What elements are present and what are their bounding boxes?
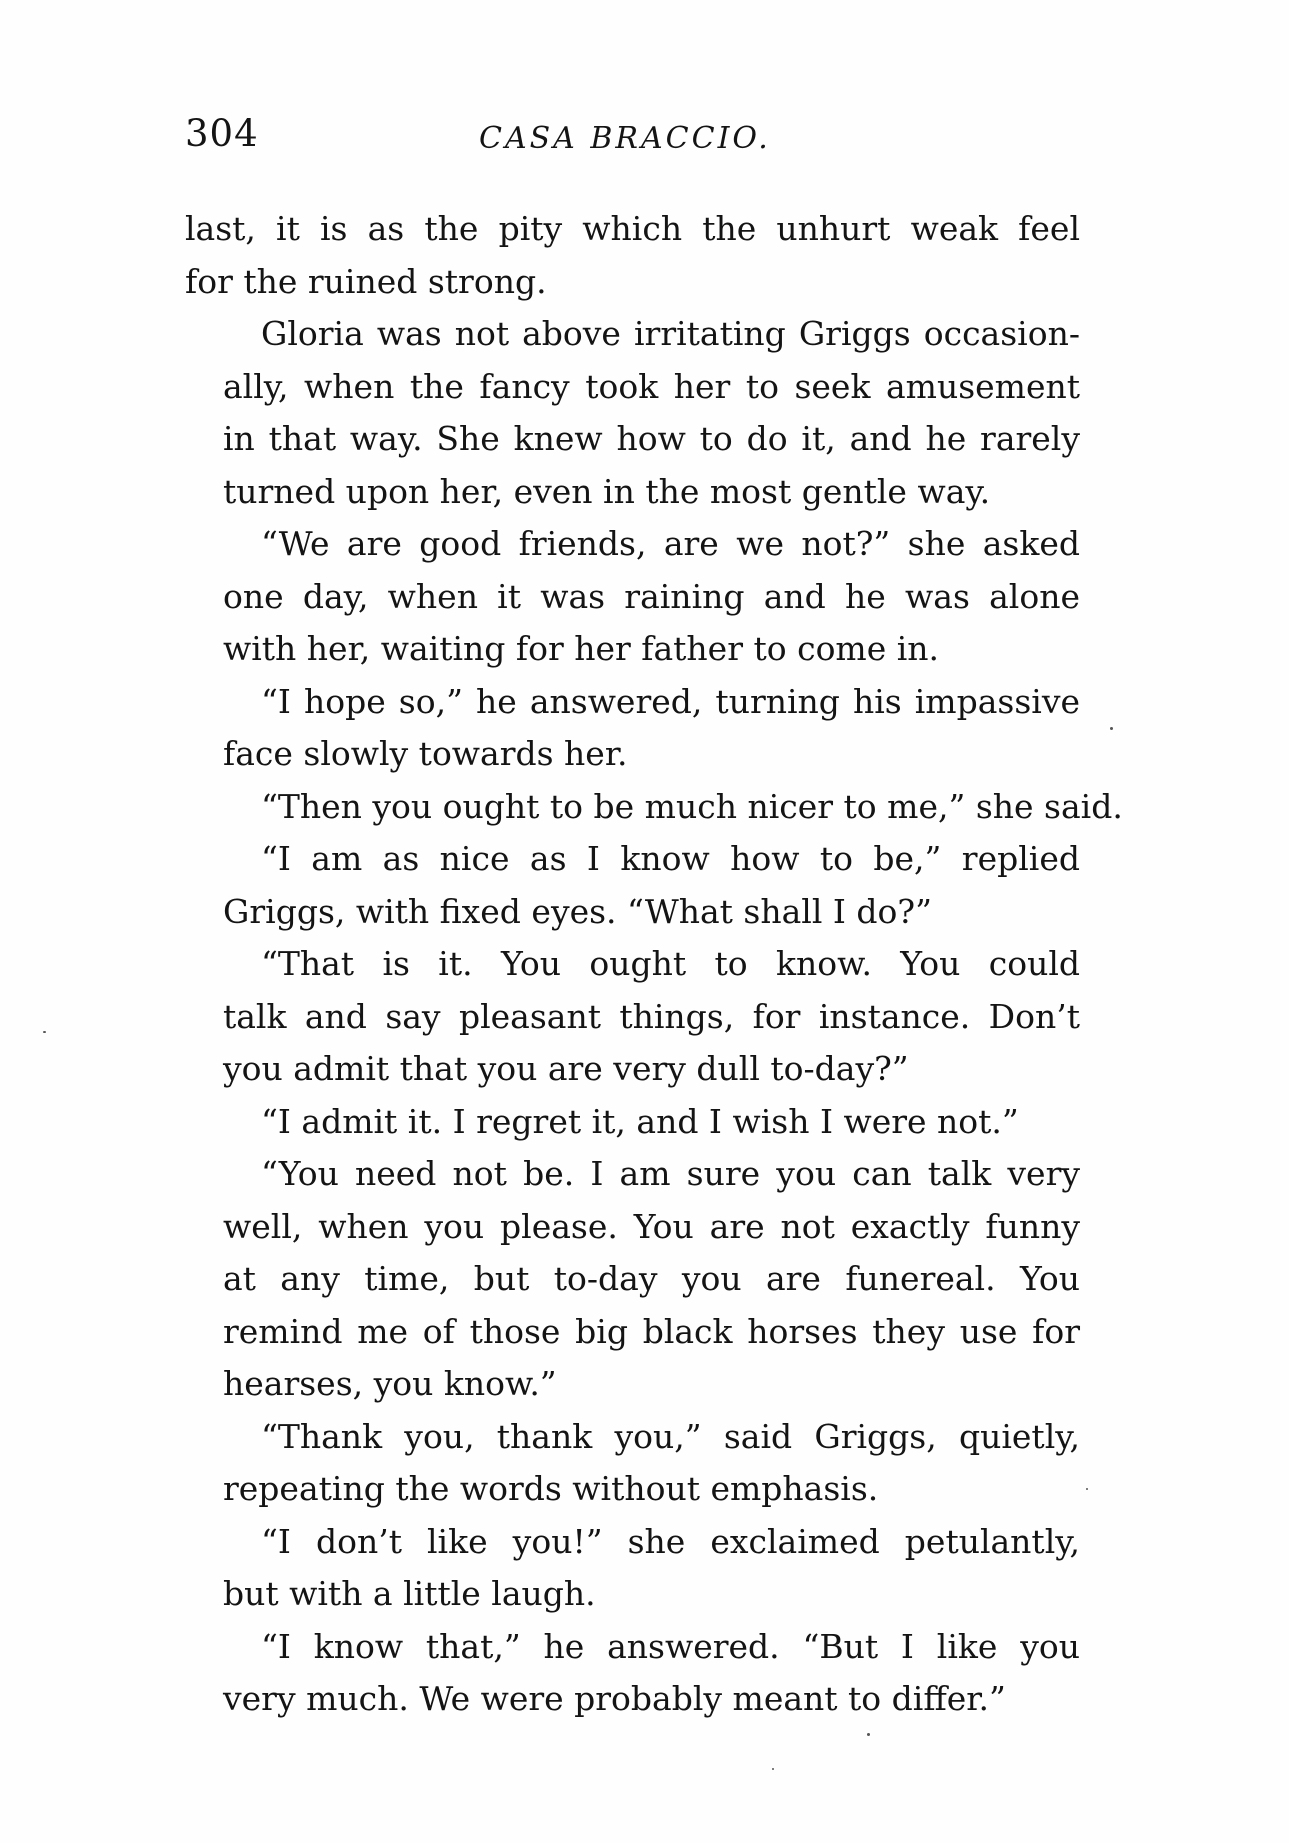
paragraph	[185, 1411, 1080, 1516]
text-line: but with a little laugh.	[223, 1574, 596, 1613]
text-line: “I don’t like you!” she exclaimed petulantly,	[261, 1521, 1080, 1561]
text-line: “Thank you, thank you,” said Griggs, quietly,	[261, 1416, 1080, 1456]
text-line: “I am as nice as I know how to be,” replied	[261, 839, 1080, 878]
paragraph	[185, 1148, 1080, 1411]
text-line: at any time, but to-day you are funereal. You	[223, 1259, 1080, 1298]
scan-speck	[772, 1768, 774, 1770]
paragraph	[185, 1516, 1080, 1621]
paragraph	[185, 833, 1080, 938]
paragraph	[185, 938, 1080, 1096]
text-line: in that way. She knew how to do it, and he rarely	[223, 419, 1080, 458]
text-line: last, it is as the pity which the unhurt weak feel	[185, 209, 1080, 248]
paragraph	[185, 203, 1080, 308]
running-title: CASA BRACCIO.	[479, 121, 771, 156]
scan-speck	[867, 1733, 870, 1736]
paragraph	[185, 518, 1080, 676]
text-line: “You need not be. I am sure you can talk very	[261, 1154, 1080, 1193]
text-line: hearses, you know.”	[223, 1364, 557, 1403]
text-line: “Then you ought to be much nicer to me,” she said.	[261, 786, 1123, 826]
page-number: 304	[185, 112, 259, 155]
paragraph	[185, 1621, 1080, 1726]
text-line: you admit that you are very dull to-day?”	[223, 1049, 909, 1088]
text-line: repeating the words without emphasis.	[223, 1469, 879, 1508]
text-line: turned upon her, even in the most gentle way.	[223, 471, 991, 511]
text-line: remind me of those big black horses they use for	[223, 1311, 1080, 1351]
text-line: talk and say pleasant things, for instance. Don’t	[223, 996, 1080, 1036]
text-line: very much. We were probably meant to differ.”	[223, 1679, 1006, 1718]
paragraph	[185, 781, 1123, 834]
paragraph	[185, 676, 1080, 781]
text-line: “I admit it. I regret it, and I wish I were not.”	[261, 1101, 1019, 1141]
text-line: with her, waiting for her father to come in.	[223, 629, 940, 668]
scan-speck	[1086, 1488, 1088, 1490]
page-header	[185, 112, 1080, 168]
paragraph	[185, 1096, 1080, 1149]
text-line: ally, when the fancy took her to seek amusement	[223, 366, 1080, 406]
body-text	[185, 203, 1123, 1726]
text-line: well, when you please. You are not exactly funny	[223, 1206, 1080, 1246]
text-line: Griggs, with fixed eyes. “What shall I do?”	[223, 891, 932, 931]
text-line: “That is it. You ought to know. You could	[261, 944, 1080, 983]
text-line: “We are good friends, are we not?” she asked	[261, 524, 1080, 563]
paragraph	[185, 308, 1080, 518]
text-line: Gloria was not above irritating Griggs occasion-	[261, 314, 1080, 353]
text-line: face slowly towards her.	[223, 734, 628, 773]
scan-speck	[43, 1031, 46, 1033]
text-line: for the ruined strong.	[185, 261, 547, 301]
text-line: “I hope so,” he answered, turning his impassive	[261, 681, 1080, 721]
text-line: one day, when it was raining and he was alone	[223, 576, 1080, 616]
text-line: “I know that,” he answered. “But I like you	[261, 1626, 1080, 1666]
scan-speck	[1110, 727, 1113, 730]
